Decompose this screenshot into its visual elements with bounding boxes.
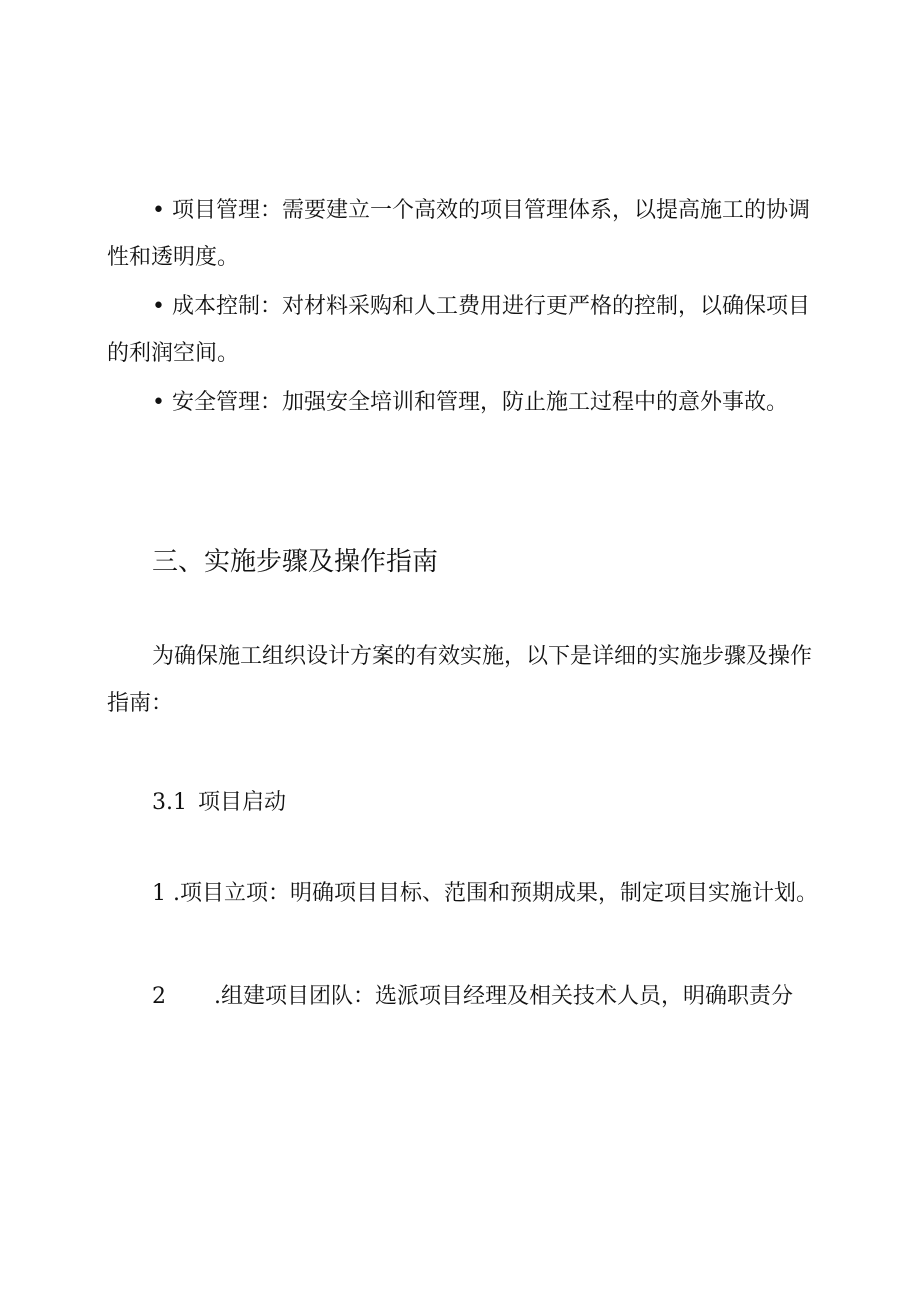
bullet-item-safety-management bbox=[107, 379, 822, 426]
step-item-1 bbox=[107, 870, 822, 917]
step-text: .组建项目团队：选派项目经理及相关技术人员，明确职责分 bbox=[214, 984, 793, 1009]
subsection-title: 项目启动 bbox=[198, 790, 287, 815]
bullet-text: 成本控制：对材料采购和人工费用进行更严格的控制，以确保项目的利润空间。 bbox=[107, 294, 810, 366]
bullet-marker: • bbox=[152, 294, 165, 319]
bullet-item-project-management bbox=[107, 187, 822, 281]
subsection-heading bbox=[152, 788, 286, 818]
section-heading: 三、实施步骤及操作指南 bbox=[152, 547, 439, 577]
step-text: .项目立项：明确项目目标、范围和预期成果，制定项目实施计划。 bbox=[173, 881, 818, 906]
section-intro: 为确保施工组织设计方案的有效实施，以下是详细的实施步骤及操作指南： bbox=[107, 644, 813, 716]
bullet-marker: • bbox=[152, 198, 165, 223]
step-item-2 bbox=[107, 973, 822, 1020]
bullet-marker: • bbox=[152, 390, 165, 415]
step-number: 2 bbox=[152, 984, 166, 1009]
bullet-text: 安全管理：加强安全培训和管理，防止施工过程中的意外事故。 bbox=[171, 390, 788, 415]
bullet-item-cost-control bbox=[107, 283, 822, 377]
subsection-number: 3.1 bbox=[152, 790, 187, 815]
bullet-text: 项目管理：需要建立一个高效的项目管理体系，以提高施工的协调性和透明度。 bbox=[107, 198, 810, 270]
step-number: 1 bbox=[152, 881, 166, 906]
